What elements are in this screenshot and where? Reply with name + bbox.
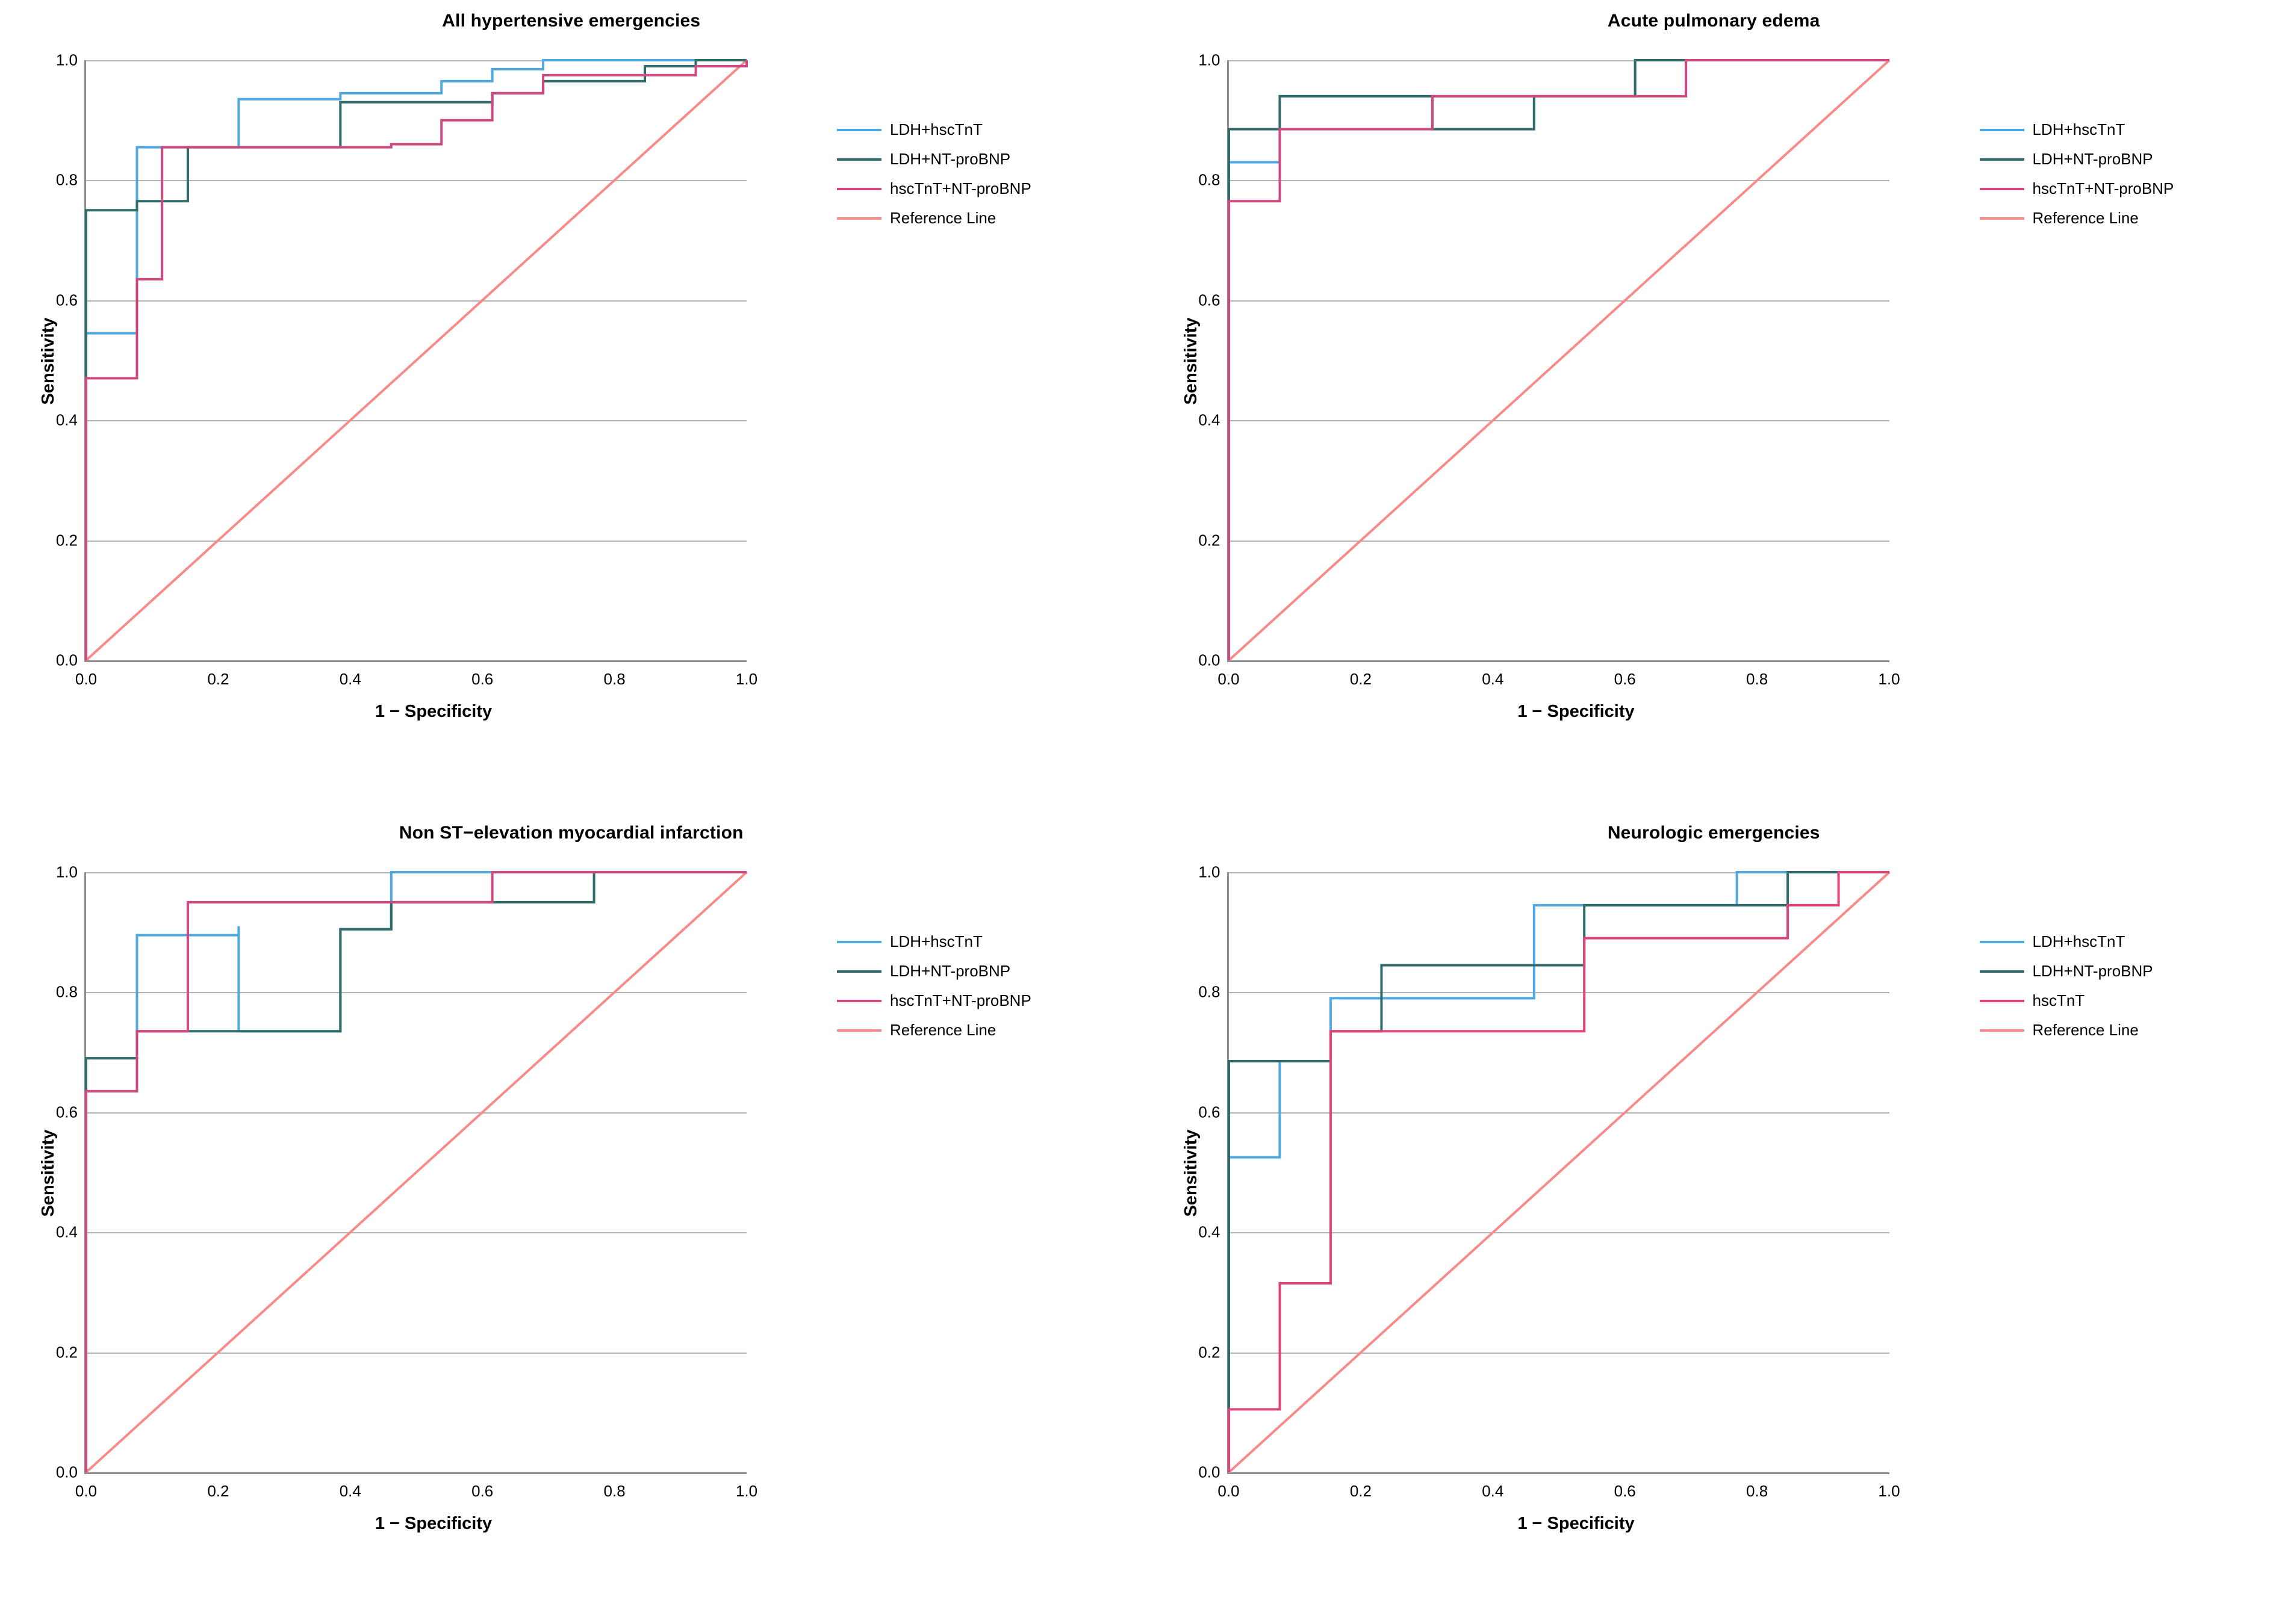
- y-tick-label: 0.0: [1198, 651, 1220, 669]
- legend-item[interactable]: [1980, 209, 2174, 228]
- plot-wrapper: [39, 51, 783, 721]
- legend-swatch: [837, 129, 881, 131]
- plot-wrapper: [1181, 51, 1926, 721]
- x-axis-label: 1 − Specificity: [1517, 1514, 1635, 1533]
- plot-area: [1198, 863, 1900, 1500]
- plot-area: [1198, 51, 1900, 688]
- x-tick-label: 0.4: [339, 670, 361, 688]
- legend-item[interactable]: [837, 120, 1031, 139]
- x-tick-label: 0.0: [75, 1482, 98, 1500]
- chart-panel-3: [1143, 812, 2285, 1624]
- legend-label: LDH+hscTnT: [2032, 932, 2125, 950]
- y-tick-label: 0.0: [55, 1463, 78, 1481]
- x-tick-label: 0.2: [1349, 1482, 1372, 1500]
- y-tick-label: 0.8: [1198, 982, 1220, 1001]
- legend-label: LDH+hscTnT: [890, 932, 983, 950]
- legend-swatch: [837, 970, 881, 973]
- roc-curves: [1229, 60, 1889, 660]
- legend-swatch: [1980, 1029, 2024, 1032]
- x-axis-label: 1 − Specificity: [1517, 702, 1635, 721]
- legend-label: hscTnT: [2032, 991, 2085, 1009]
- legend-label: LDH+NT-proBNP: [890, 962, 1011, 980]
- legend-item[interactable]: [837, 179, 1031, 198]
- legend-swatch: [1980, 970, 2024, 973]
- legend-item[interactable]: [1980, 1021, 2153, 1040]
- legend-swatch: [1980, 1000, 2024, 1002]
- legend-item[interactable]: [837, 209, 1031, 228]
- x-axis-label: 1 − Specificity: [375, 702, 493, 721]
- legend-label: hscTnT+NT-proBNP: [2032, 179, 2174, 197]
- y-tick-label: 0.6: [55, 291, 78, 309]
- x-tick-label: 1.0: [735, 1482, 758, 1500]
- legend-item[interactable]: [837, 1021, 1031, 1040]
- legend-item[interactable]: [1980, 932, 2153, 951]
- x-tick-label: 0.8: [1746, 1482, 1768, 1500]
- x-tick-label: 0.6: [1614, 670, 1636, 688]
- x-tick-label: 0.6: [471, 670, 494, 688]
- y-tick-label: 0.8: [55, 982, 78, 1001]
- series-line: [86, 872, 747, 1472]
- legend-label: LDH+hscTnT: [890, 120, 983, 138]
- x-tick-label: 0.8: [603, 670, 626, 688]
- legend-item[interactable]: [1980, 179, 2174, 198]
- x-tick-label: 0.2: [1349, 670, 1372, 688]
- legend-label: Reference Line: [2032, 1021, 2139, 1039]
- chart-title: Non ST−elevation myocardial infarction: [399, 823, 744, 843]
- y-axis-label: Sensitivity: [1181, 317, 1201, 405]
- y-tick-label: 0.4: [55, 1223, 78, 1241]
- x-tick-label: 0.0: [1217, 1482, 1240, 1500]
- y-tick-label: 0.0: [1198, 1463, 1220, 1481]
- x-tick-label: 0.6: [471, 1482, 494, 1500]
- legend-label: LDH+NT-proBNP: [2032, 962, 2153, 980]
- x-tick-label: 1.0: [735, 670, 758, 688]
- legend-item[interactable]: [1980, 991, 2153, 1010]
- legend-swatch: [1980, 129, 2024, 131]
- plot-wrapper: [39, 863, 783, 1533]
- x-tick-label: 0.2: [207, 1482, 229, 1500]
- legend-swatch: [837, 188, 881, 190]
- legend-swatch: [837, 941, 881, 943]
- x-tick-label: 1.0: [1878, 670, 1900, 688]
- y-tick-label: 0.2: [55, 1343, 78, 1362]
- y-axis-label: Sensitivity: [39, 1129, 58, 1217]
- roc-curves: [1229, 872, 1889, 1472]
- series-line: [86, 60, 747, 660]
- x-tick-label: 0.4: [339, 1482, 361, 1500]
- x-tick-label: 0.2: [207, 670, 229, 688]
- y-tick-label: 0.6: [1198, 291, 1220, 309]
- y-tick-label: 0.6: [1198, 1103, 1220, 1121]
- x-tick-label: 0.6: [1614, 1482, 1636, 1500]
- y-axis-label: Sensitivity: [39, 317, 58, 405]
- y-tick-label: 0.8: [1198, 170, 1220, 189]
- y-tick-label: 0.4: [1198, 411, 1220, 429]
- legend: [1980, 120, 2174, 228]
- legend-item[interactable]: [1980, 120, 2174, 139]
- x-tick-label: 0.0: [1217, 670, 1240, 688]
- chart-panel-0: [0, 0, 1143, 812]
- y-tick-label: 1.0: [55, 51, 78, 69]
- legend-label: LDH+NT-proBNP: [2032, 150, 2153, 168]
- chart-title: Neurologic emergencies: [1607, 823, 1820, 843]
- series-line: [1229, 60, 1889, 660]
- y-tick-label: 1.0: [1198, 863, 1220, 881]
- x-tick-label: 1.0: [1878, 1482, 1900, 1500]
- roc-curves: [86, 872, 747, 1472]
- x-tick-label: 0.4: [1482, 1482, 1504, 1500]
- y-tick-label: 0.4: [1198, 1223, 1220, 1241]
- plot-area: [55, 863, 758, 1500]
- y-tick-label: 0.8: [55, 170, 78, 189]
- legend-label: Reference Line: [2032, 209, 2139, 227]
- y-tick-label: 0.2: [1198, 531, 1220, 550]
- y-tick-label: 0.2: [1198, 1343, 1220, 1362]
- legend-swatch: [837, 1029, 881, 1032]
- legend-swatch: [1980, 158, 2024, 161]
- legend-item[interactable]: [1980, 150, 2174, 169]
- legend-item[interactable]: [837, 962, 1031, 981]
- roc-curves: [86, 60, 747, 660]
- legend-label: LDH+NT-proBNP: [890, 150, 1011, 168]
- plot-wrapper: [1181, 863, 1926, 1533]
- legend-label: Reference Line: [890, 1021, 996, 1039]
- chart-title: Acute pulmonary edema: [1607, 11, 1820, 31]
- series-line: [1229, 872, 1889, 1472]
- chart-panel-2: [0, 812, 1143, 1624]
- plot-area: [55, 51, 758, 688]
- legend-label: hscTnT+NT-proBNP: [890, 991, 1031, 1009]
- legend-item[interactable]: [837, 932, 1031, 951]
- y-tick-label: 1.0: [1198, 51, 1220, 69]
- legend-item[interactable]: [837, 150, 1031, 169]
- chart-panel-1: [1143, 0, 2285, 812]
- legend-swatch: [837, 217, 881, 220]
- legend-label: Reference Line: [890, 209, 996, 227]
- legend-swatch: [837, 1000, 881, 1002]
- y-tick-label: 0.2: [55, 531, 78, 550]
- legend: [1980, 932, 2153, 1040]
- legend-item[interactable]: [1980, 962, 2153, 981]
- x-tick-label: 0.8: [1746, 670, 1768, 688]
- legend-item[interactable]: [837, 991, 1031, 1010]
- y-tick-label: 0.0: [55, 651, 78, 669]
- x-axis-label: 1 − Specificity: [375, 1514, 493, 1533]
- legend-label: LDH+hscTnT: [2032, 120, 2125, 138]
- legend: [837, 932, 1031, 1040]
- x-tick-label: 0.8: [603, 1482, 626, 1500]
- y-tick-label: 0.4: [55, 411, 78, 429]
- x-tick-label: 0.4: [1482, 670, 1504, 688]
- x-tick-label: 0.0: [75, 670, 98, 688]
- legend-swatch: [837, 158, 881, 161]
- chart-title: All hypertensive emergencies: [442, 11, 701, 31]
- y-axis-label: Sensitivity: [1181, 1129, 1201, 1217]
- legend-swatch: [1980, 217, 2024, 220]
- y-tick-label: 1.0: [55, 863, 78, 881]
- legend-swatch: [1980, 941, 2024, 943]
- legend-label: hscTnT+NT-proBNP: [890, 179, 1031, 197]
- legend: [837, 120, 1031, 228]
- legend-swatch: [1980, 188, 2024, 190]
- y-tick-label: 0.6: [55, 1103, 78, 1121]
